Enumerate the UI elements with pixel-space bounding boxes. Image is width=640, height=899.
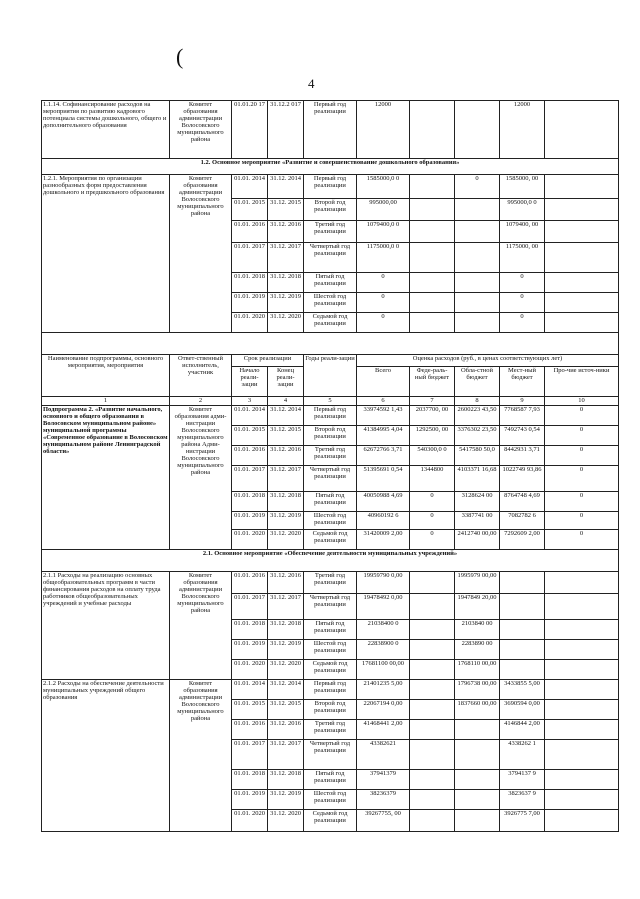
cell-reg: 3128624 00 [455,492,500,512]
cell-local [500,660,545,680]
cell-local: 0 [500,313,545,333]
measure-name: 2.1.2 Расходы на обеспечение деятельности муниципальных учреждений общего образования [42,680,170,832]
cell-period: Шестой год реализации [304,790,357,810]
cell-local: 1079400, 00 [500,221,545,243]
header-responsible: Ответ-ственный исполнитель, участник [170,355,232,397]
cell-reg [455,221,500,243]
cell-end: 31.12. 2020 [268,660,304,680]
cell-period: Пятый год реализации [304,492,357,512]
cell-reg [455,101,500,159]
cell-other [545,720,619,740]
cell-local: 3690594 0,00 [500,700,545,720]
cell-fed [410,243,455,273]
cell-total: 40050988 4,69 [357,492,410,512]
cell-fed [410,313,455,333]
cell-period: Седьмой год реализации [304,660,357,680]
cell-start: 01.01. 2017 [232,243,268,273]
cell-start: 01.01. 2015 [232,426,268,446]
cell-other [545,680,619,700]
cell-fed [410,221,455,243]
cell-period: Первый год реализации [304,406,357,426]
cell-period: Пятый год реализации [304,273,357,293]
cell-total: 19959790 0,00 [357,572,410,594]
cell-end: 31.12. 2019 [268,512,304,530]
cell-end: 31.12. 2014 [268,175,304,199]
cell-total: 1585000,0 0 [357,175,410,199]
cell-local: 1585000, 00 [500,175,545,199]
cell-reg: 2412740 00,00 [455,530,500,550]
cell-other [545,243,619,273]
cell-period: Третий год реализации [304,572,357,594]
cell-reg: 4103371 16,68 [455,466,500,492]
cell-start: 01.01. 2019 [232,512,268,530]
table-row [42,355,619,367]
cell-end: 31.12. 2016 [268,720,304,740]
cell-other [545,293,619,313]
table-row [42,333,619,355]
cell-other [545,313,619,333]
cell-reg [455,313,500,333]
cell-total: 1175000,0 0 [357,243,410,273]
cell-end: 31.12. 2019 [268,293,304,313]
cell-start: 01.01. 2015 [232,700,268,720]
cell-local: 8442931 3,71 [500,446,545,466]
page-number: 4 [308,76,315,91]
cell-total: 1079400,0 0 [357,221,410,243]
cell-reg [455,770,500,790]
cell-end: 31.12. 2017 [268,740,304,770]
cell-other [545,620,619,640]
cell-start: 01.01. 2020 [232,530,268,550]
cell-local: 4338262 1 [500,740,545,770]
cell-start: 01.01. 2019 [232,790,268,810]
cell-other [545,101,619,159]
cell-reg: 1947849 20,00 [455,594,500,620]
cell-start: 01.01. 2016 [232,446,268,466]
cell-other [545,640,619,660]
cell-other [545,770,619,790]
cell-fed [410,790,455,810]
header-start: Начало реали-зации [232,367,268,397]
cell-start: 01.01. 2019 [232,293,268,313]
cell-period: Седьмой год реализации [304,313,357,333]
cell-period: Второй год реализации [304,199,357,221]
cell-reg: 1796738 00,00 [455,680,500,700]
cell-end: 31.12. 2014 [268,680,304,700]
cell-period: Пятый год реализации [304,770,357,790]
cell-period: Второй год реализации [304,426,357,446]
cell-start: 01.01. 2014 [232,406,268,426]
cell-total: 0 [357,273,410,293]
cell-end: 31.12.2 017 [268,101,304,159]
table-row [42,175,619,199]
cell-period: Пятый год реализации [304,620,357,640]
cell-end: 31.12. 2015 [268,700,304,720]
cell-fed: 540300,0 0 [410,446,455,466]
cell-start: 01.01. 2016 [232,720,268,740]
cell-local [500,620,545,640]
section-title: 2.1. Основное мероприятие «Обеспечение деятельности муниципальных учреждений» [42,550,619,572]
program-table [41,100,619,832]
cell-other [545,572,619,594]
table-row [42,680,619,700]
cell-fed [410,720,455,740]
cell-fed [410,620,455,640]
header-column-number: 7 [410,397,455,406]
table-row [42,550,619,572]
cell-period: Четвертый год реализации [304,740,357,770]
cell-period: Третий год реализации [304,446,357,466]
cell-total: 12000 [357,101,410,159]
cell-local: 3794137 9 [500,770,545,790]
header-reg: Обла-стной бюджет [455,367,500,397]
cell-fed [410,770,455,790]
cell-local: 12000 [500,101,545,159]
header-name: Наименование подпрограммы, основного мероприятия, мероприятия [42,355,170,397]
cell-fed [410,740,455,770]
cell-total: 19478492 0,00 [357,594,410,620]
cell-end: 31.12. 2017 [268,466,304,492]
cell-other [545,740,619,770]
cell-fed [410,101,455,159]
header-years: Годы реали-зации [304,355,357,397]
cell-reg [455,199,500,221]
cell-reg [455,293,500,313]
cell-total: 21038400 0 [357,620,410,640]
cell-period: Первый год реализации [304,101,357,159]
cell-fed [410,293,455,313]
cell-reg [455,810,500,832]
cell-fed [410,273,455,293]
cell-start: 01.01. 2016 [232,572,268,594]
measure-name: 1.2.1. Мероприятия по организации разнообразных форм предоставления дошкольного и предшкольного образования [42,175,170,333]
table-row [42,572,619,594]
cell-start: 01.01. 2017 [232,740,268,770]
cell-reg: 2283890 00 [455,640,500,660]
cell-other: 0 [545,492,619,512]
cell-fed [410,572,455,594]
cell-other: 0 [545,426,619,446]
cell-other [545,594,619,620]
responsible-executor: Комитет образования администрации Волосовского муниципального района [170,175,232,333]
cell-period: Второй год реализации [304,700,357,720]
cell-start: 01.01. 2018 [232,273,268,293]
cell-local: 7768587 7,93 [500,406,545,426]
cell-reg: 3387741 00 [455,512,500,530]
cell-period: Первый год реализации [304,680,357,700]
cell-end: 31.12. 2015 [268,426,304,446]
cell-total: 38236379 [357,790,410,810]
cell-end: 31.12. 2016 [268,446,304,466]
section-title: 1.2. Основное мероприятие «Развитие и совершенствование дошкольного образования» [42,159,619,175]
cell-total: 39267755, 00 [357,810,410,832]
header-column-number: 10 [545,397,619,406]
cell-total: 21401235 5,00 [357,680,410,700]
cell-period: Четвертый год реализации [304,466,357,492]
responsible-executor: Комитет образования администрации Волосовского муниципального района [170,572,232,680]
cell-end: 31.12. 2020 [268,530,304,550]
cell-period: Шестой год реализации [304,640,357,660]
cell-other: 0 [545,512,619,530]
header-local: Мест-ный бюджет [500,367,545,397]
cell-end: 31.12. 2016 [268,572,304,594]
cell-period: Шестой год реализации [304,512,357,530]
header-column-number: 6 [357,397,410,406]
handwritten-mark: ( [176,44,184,69]
cell-fed: 0 [410,530,455,550]
cell-period: Четвертый год реализации [304,594,357,620]
cell-start: 01.01.20 17 [232,101,268,159]
cell-total: 33974592 1,43 [357,406,410,426]
cell-fed: 0 [410,512,455,530]
cell-fed [410,175,455,199]
measure-name: 1.1.14. Софинансирование расходов на мероприятия по развитию кадрового потенциала системы дошкольного, общего и дополнительного образования [42,101,170,159]
cell-reg: 2600223 43,50 [455,406,500,426]
cell-start: 01.01. 2014 [232,680,268,700]
cell-end: 31.12. 2020 [268,313,304,333]
cell-other: 0 [545,406,619,426]
header-column-number: 2 [170,397,232,406]
cell-local: 3823637 9 [500,790,545,810]
cell-reg [455,273,500,293]
cell-reg: 1768110 00,00 [455,660,500,680]
header-fed: Феде-раль-ный бюджет [410,367,455,397]
cell-period: Первый год реализации [304,175,357,199]
cell-start: 01.01. 2017 [232,594,268,620]
cell-end: 31.12. 2015 [268,199,304,221]
cell-start: 01.01. 2020 [232,313,268,333]
responsible-executor: Комитет образования администрации Волосовского муниципального района [170,680,232,832]
header-column-number: 1 [42,397,170,406]
cell-total: 41468441 2,00 [357,720,410,740]
cell-period: Седьмой год реализации [304,530,357,550]
cell-end: 31.12. 2014 [268,406,304,426]
measure-name: 2.1.1 Расходы на реализацию основных общеобразовательных программ в части финансирования расходов на оплату труда работников общеобразовательных учреждений и учебные расходы [42,572,170,680]
cell-fed: 2037700, 00 [410,406,455,426]
cell-total: 37941379 [357,770,410,790]
cell-total: 0 [357,313,410,333]
cell-local [500,640,545,660]
header-estimate: Оценка расходов (руб., в ценах соответствующих лет) [357,355,619,367]
cell-start: 01.01. 2020 [232,660,268,680]
cell-total: 0 [357,293,410,313]
cell-fed [410,660,455,680]
header-column-number: 9 [500,397,545,406]
cell-other [545,175,619,199]
cell-end: 31.12. 2019 [268,640,304,660]
cell-end: 31.12. 2017 [268,594,304,620]
cell-start: 01.01. 2017 [232,466,268,492]
table-row [42,406,619,426]
cell-total: 43382621 [357,740,410,770]
header-column-number: 3 [232,397,268,406]
header-terms: Срок реализации [232,355,304,367]
cell-fed [410,640,455,660]
cell-reg: 0 [455,175,500,199]
cell-local: 0 [500,293,545,313]
cell-total: 41384995 4,04 [357,426,410,446]
cell-local: 995000,0 0 [500,199,545,221]
cell-period: Четвертый год реализации [304,243,357,273]
cell-fed [410,700,455,720]
cell-reg: 3376302 23,50 [455,426,500,446]
cell-total: 17681100 00,00 [357,660,410,680]
cell-other: 0 [545,530,619,550]
cell-period: Седьмой год реализации [304,810,357,832]
blank-row [42,333,619,355]
cell-end: 31.12. 2018 [268,273,304,293]
cell-start: 01.01. 2015 [232,199,268,221]
cell-total: 40960192 6 [357,512,410,530]
cell-local: 7492743 0,54 [500,426,545,446]
cell-other [545,700,619,720]
responsible-executor: Комитет образования адми-нистрации Волосовского муниципального района Адми-нистрации Волосовского муниципального района [170,406,232,550]
cell-end: 31.12. 2020 [268,810,304,832]
cell-reg: 2103840 00 [455,620,500,640]
cell-reg [455,720,500,740]
cell-start: 01.01. 2018 [232,492,268,512]
cell-total: 62672766 3,71 [357,446,410,466]
cell-other: 0 [545,446,619,466]
cell-reg: 1837660 00,00 [455,700,500,720]
header-column-number: 8 [455,397,500,406]
cell-total: 995000,00 [357,199,410,221]
header-column-number: 5 [304,397,357,406]
cell-end: 31.12. 2018 [268,492,304,512]
cell-reg [455,243,500,273]
cell-other: 0 [545,466,619,492]
cell-end: 31.12. 2016 [268,221,304,243]
responsible-executor: Комитет образования администрации Волосовского муниципального района [170,101,232,159]
cell-reg [455,740,500,770]
cell-local: 0 [500,273,545,293]
header-end: Конец реали-зации [268,367,304,397]
cell-period: Третий год реализации [304,221,357,243]
cell-fed [410,810,455,832]
cell-local: 7292609 2,00 [500,530,545,550]
cell-reg: 1995979 00,00 [455,572,500,594]
cell-other [545,660,619,680]
cell-local: 1175000, 00 [500,243,545,273]
table-row [42,397,619,406]
cell-start: 01.01. 2018 [232,620,268,640]
table-body [42,101,619,832]
cell-other [545,273,619,293]
cell-other [545,810,619,832]
cell-fed [410,199,455,221]
cell-fed: 1292500, 00 [410,426,455,446]
cell-end: 31.12. 2018 [268,620,304,640]
cell-local [500,572,545,594]
header-total: Всего [357,367,410,397]
cell-total: 22067194 0,00 [357,700,410,720]
cell-local: 7082782 6 [500,512,545,530]
cell-reg [455,790,500,810]
cell-local: 8764748 4,69 [500,492,545,512]
cell-local: 4146844 2,00 [500,720,545,740]
cell-fed [410,594,455,620]
cell-fed [410,680,455,700]
cell-other [545,221,619,243]
header-other: Про-чие источ-ники [545,367,619,397]
table-row [42,159,619,175]
cell-end: 31.12. 2018 [268,770,304,790]
cell-start: 01.01. 2018 [232,770,268,790]
cell-start: 01.01. 2020 [232,810,268,832]
cell-local: 3926775 7,00 [500,810,545,832]
cell-local [500,594,545,620]
cell-period: Третий год реализации [304,720,357,740]
cell-fed: 1344800 [410,466,455,492]
measure-name: Подпрограмма 2. «Развитие начального, основного и общего образования в Волосовском муниципальном районе» муниципальной программы «Современное образование в Волосовском муниципальном районе Ленинградской области» [42,406,170,550]
cell-start: 01.01. 2016 [232,221,268,243]
cell-other [545,199,619,221]
cell-start: 01.01. 2019 [232,640,268,660]
table-row [42,101,619,159]
cell-start: 01.01. 2014 [232,175,268,199]
cell-total: 31420009 2,00 [357,530,410,550]
cell-reg: 5417580 50,0 [455,446,500,466]
cell-other [545,790,619,810]
cell-end: 31.12. 2019 [268,790,304,810]
cell-period: Шестой год реализации [304,293,357,313]
cell-fed: 0 [410,492,455,512]
cell-end: 31.12. 2017 [268,243,304,273]
cell-local: 3433855 5,00 [500,680,545,700]
cell-local: 1022749 93,86 [500,466,545,492]
cell-total: 22838900 0 [357,640,410,660]
cell-total: 51395691 0,54 [357,466,410,492]
header-column-number: 4 [268,397,304,406]
